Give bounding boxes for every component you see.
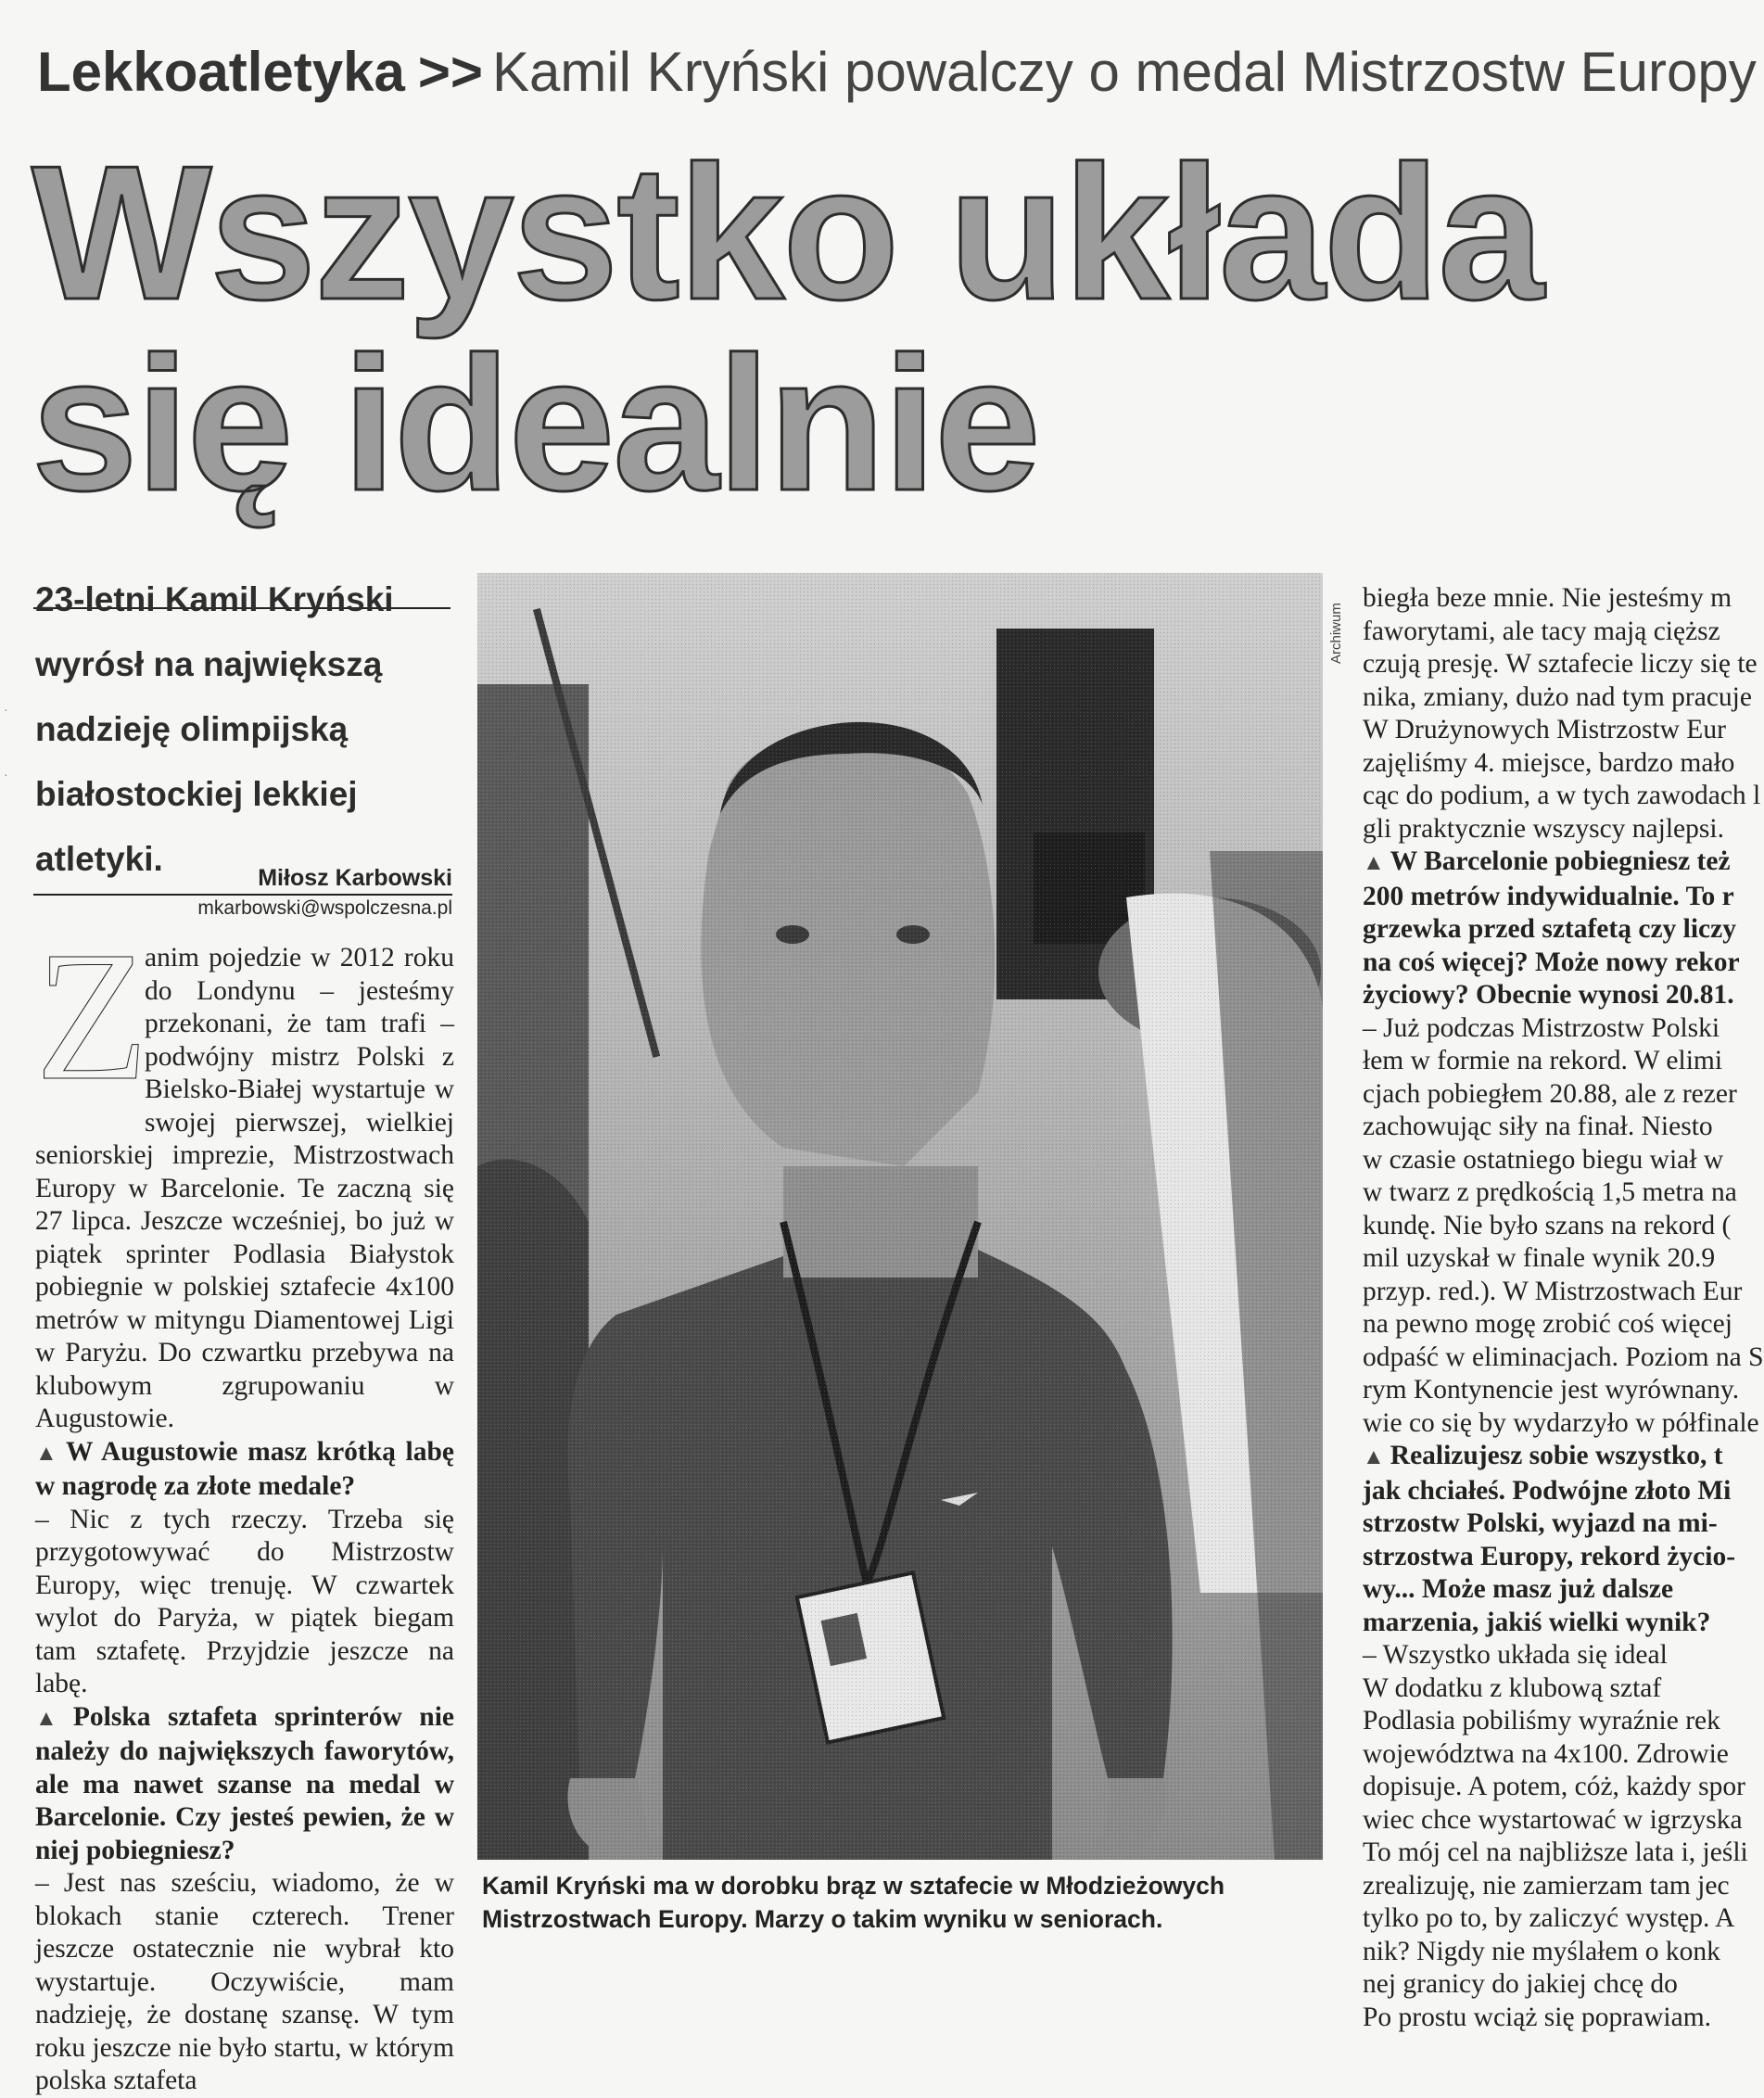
- article-paragraph: dopisuje. A potem, cóż, każdy spor: [1363, 1772, 1745, 1801]
- article-paragraph: faworytami, ale tacy mają cięższ: [1363, 616, 1720, 646]
- article-column-1: [35, 914, 454, 2095]
- article-paragraph: przyp. red.). W Mistrzostwach Eur: [1363, 1276, 1743, 1306]
- article-paragraph: w czasie ostatniego biegu wiał w: [1363, 1144, 1724, 1175]
- article-paragraph: W Drużynowych Mistrzostw Eur: [1363, 715, 1726, 744]
- photo-caption: Kamil Kryński ma w dorobku brąz w sztafecie w Młodzieżowych Mistrzostwach Europy. Marzy o takim wyniku w seniorach.: [482, 1872, 1225, 1933]
- byline: [33, 864, 452, 922]
- article-paragraph: W dodatku z klubową sztaf: [1363, 1672, 1662, 1703]
- article-paragraph: Po prostu wciąż się poprawiam.: [1363, 2002, 1712, 2032]
- interview-question: [35, 1701, 454, 1868]
- article-paragraph: kundę. Nie było szans na rekord (: [1363, 1210, 1732, 1240]
- headline-line-2: się idealnie: [32, 317, 1039, 530]
- interview-question-line: marzenia, jakiś wielki wynik?: [1363, 1607, 1711, 1637]
- article-paragraph: anim pojedzie w 2012 roku do Londynu – jesteśmy przekonani, że tam trafi – podwójny mistrz Polski z Bielsko-Białej wystartuje w swojej pierwszej, wielkiej seniorskiej imprezie, Mistrzostwach Europy w Barcelonie. Te zaczną się 27 lipca. Jeszcze wcześniej, bo już w piątek sprinter Podlasia Białystok pobiegnie w polskiej sztafecie 4x100 metrów w mityngu Diamentowej Ligi w Paryżu. Do czwartku przebywa na klubowym zgrupowaniu w Augustowie.: [35, 943, 454, 1433]
- question-text: Realizujesz sobie wszystko, t: [1390, 1441, 1723, 1470]
- interview-question: [1363, 1440, 1726, 1475]
- article-paragraph: nika, zmiany, dużo nad tym pracuje: [1363, 681, 1752, 712]
- interview-question: [1363, 846, 1731, 881]
- question-marker-icon: ▲: [1363, 851, 1385, 875]
- interview-question-line: jak chciałeś. Podwójne złoto Mi: [1363, 1475, 1732, 1506]
- article-paragraph: rym Kontynencie jest wyrównany.: [1363, 1375, 1740, 1405]
- question-marker-icon: ▲: [35, 1441, 61, 1466]
- interview-question-line: grzewka przed sztafetą czy liczy: [1363, 914, 1736, 944]
- article-paragraph: gli praktycznie wszyscy najlepsi.: [1363, 813, 1724, 844]
- article-paragraph: tylko po to, by zaliczyć występ. A: [1363, 1903, 1735, 1933]
- article-paragraph: To mój cel na najbliższe lata i, jeśli: [1363, 1837, 1748, 1867]
- article-paragraph: zrealizuję, nie zamierzam tam jec: [1363, 1870, 1730, 1901]
- interview-question: [35, 1436, 454, 1504]
- article-paragraph: łem w formie na rekord. W elimi: [1363, 1046, 1723, 1075]
- author-name: Miłosz Karbowski: [33, 864, 452, 896]
- interview-question-line: strzostwa Europy, rekord życio-: [1363, 1541, 1736, 1571]
- article-paragraph: na pewno mogę zrobić coś więcej: [1363, 1309, 1732, 1339]
- interview-question-line: wy... Może masz już dalsze: [1363, 1574, 1674, 1604]
- section-name: Lekkoatletyka: [37, 41, 405, 103]
- kicker-separator: >>: [417, 41, 483, 103]
- article-paragraph: Podlasia pobiliśmy wyraźnie rek: [1363, 1706, 1720, 1736]
- article-paragraph: cjach pobiegłem 20.88, ale z rezer: [1363, 1078, 1737, 1109]
- author-email: mkarbowski@wspolczesna.pl: [197, 897, 452, 919]
- photo-credit: Archiwum: [1328, 603, 1344, 664]
- article-photo: [477, 573, 1323, 1860]
- article-paragraph: wiec chce wystartować w igrzyska: [1363, 1804, 1743, 1835]
- column-3-body: [1363, 582, 1764, 2034]
- interview-question-line: życiowy? Obecnie wynosi 20.81.: [1363, 980, 1734, 1010]
- article-column-3: [1363, 582, 1764, 2032]
- article-paragraph: nik? Nigdy nie myślałem o konk: [1363, 1936, 1720, 1966]
- question-text: W Augustowie masz krótką labę w nagrodę za złote medale?: [35, 1436, 454, 1501]
- article-paragraph: zachowując siły na finał. Niesto: [1363, 1112, 1713, 1141]
- interview-question-line: strzostw Polski, wyjazd na mi-: [1363, 1508, 1718, 1538]
- margin-dots: ·: [4, 705, 8, 718]
- headline: [32, 126, 1728, 530]
- question-text: W Barcelonie pobiegniesz też: [1390, 846, 1731, 876]
- article-paragraph: – Wszystko układa się ideal: [1363, 1640, 1668, 1670]
- article-paragraph: – Jest nas sześciu, wiadomo, że w blokach stanie czterech. Trener jeszcze ostatecznie nie wybrał kto wystartuje. Oczywiście, mam nadzieję, że dostanę szansę. W tym roku jeszcze nie było startu, w którym polska sztafeta: [35, 1868, 454, 2095]
- headline-line-1: Wszystko układa: [32, 126, 1542, 339]
- question-text: Polska sztafeta sprinterów nie należy do największych faworytów, ale ma nawet szanse na medal w Barcelonie. Czy jesteś pewien, że w niej pobiegniesz?: [35, 1701, 454, 1865]
- article-paragraph: mil uzyskał w finale wynik 20.9: [1363, 1243, 1716, 1273]
- article-paragraph: wie co się by wydarzyło w półfinale: [1363, 1407, 1759, 1438]
- article-paragraph: zajęliśmy 4. miejsce, bardzo mało: [1363, 747, 1735, 778]
- question-marker-icon: ▲: [35, 1706, 68, 1731]
- article-paragraph: województwa na 4x100. Zdrowie: [1363, 1738, 1729, 1769]
- article-paragraph: biegła beze mnie. Nie jesteśmy m: [1363, 583, 1732, 613]
- article-paragraph: odpaść w eliminacjach. Poziom na S: [1363, 1341, 1764, 1372]
- article-paragraph: w twarz z prędkością 1,5 metra na: [1363, 1177, 1737, 1207]
- article-paragraph: – Już podczas Mistrzostw Polski: [1363, 1012, 1720, 1043]
- kicker-subtitle: Kamil Kryński powalczy o medal Mistrzostw Europy: [491, 41, 1757, 103]
- margin-dots: ·: [4, 769, 8, 783]
- interview-question-line: 200 metrów indywidualnie. To r: [1363, 881, 1734, 911]
- section-kicker: [37, 37, 1757, 108]
- article-paragraph: – Nic z tych rzeczy. Trzeba się przygotowywać do Mistrzostw Europy, więc trenuję. W czwartek wylot do Paryża, w piątek biegam tam sztafetę. Przyjdzie jeszcze na labę.: [35, 1504, 454, 1698]
- interview-question-line: na coś więcej? Może nowy rekor: [1363, 947, 1740, 977]
- article-paragraph: cąc do podium, a w tych zawodach l: [1363, 781, 1761, 810]
- question-marker-icon: ▲: [1363, 1445, 1385, 1469]
- article-paragraph: czują presję. W sztafecie liczy się te: [1363, 649, 1758, 679]
- article-paragraph: nej granicy do jakiej chcę do: [1363, 1969, 1678, 1999]
- athlete-photo-illustration: [477, 573, 1323, 1860]
- drop-cap: Z: [35, 914, 149, 1119]
- lead-paragraph: 23-letni Kamil Kryński wyrósł na największą nadzieję olimpijską białostockiej lekkiej atletyki.: [35, 580, 394, 878]
